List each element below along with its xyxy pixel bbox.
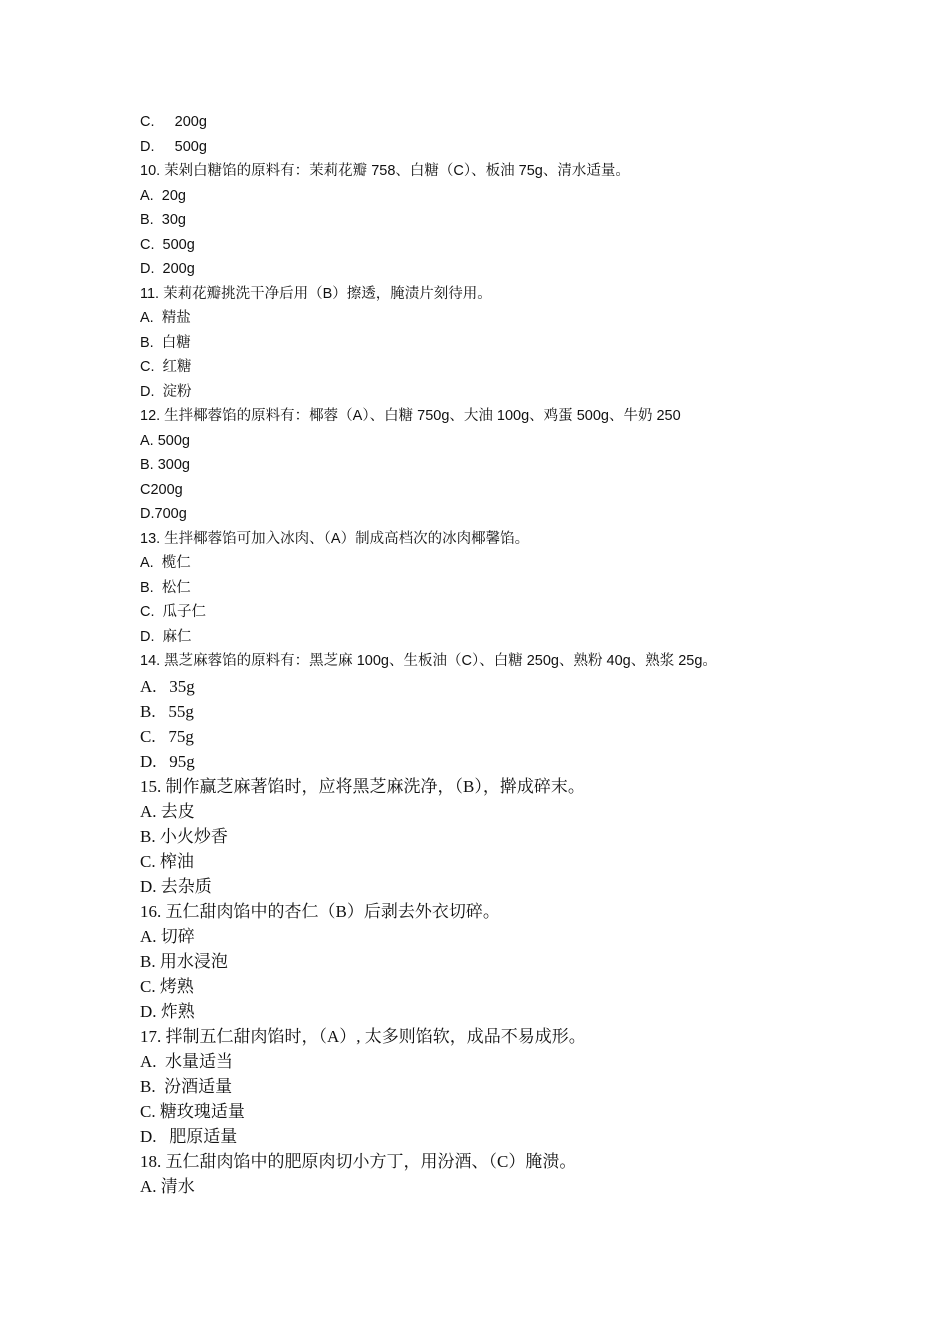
text-line: B. 汾酒适量 [140, 1076, 233, 1096]
text-line: 11. 茉莉花瓣挑洗干净后用（B）擦透，腌渍片刻待用。 [140, 285, 492, 302]
text-line: C200g [140, 481, 183, 498]
text-line: C. 瓜子仁 [140, 604, 207, 620]
text-line: D. 去杂质 [140, 876, 212, 896]
text-line: 18. 五仁甜肉馅中的肥原肉切小方丁，用汾酒、（C）腌溃。 [140, 1151, 577, 1171]
text-line: D.700g [140, 506, 187, 522]
text-line: B. 55g [140, 701, 194, 721]
text-line: B. 30g [140, 212, 186, 228]
text-line: C. 红糖 [140, 359, 192, 375]
text-line: 17. 拌制五仁甜肉馅时，（A）, 太多则馅软，成品不易成形。 [140, 1026, 586, 1046]
text-line: A. 精盐 [140, 310, 191, 326]
text-line: A. 榄仁 [140, 555, 191, 571]
text-line: B. 小火炒香 [140, 826, 228, 846]
text-line: C. 榨油 [140, 851, 194, 871]
text-line: 16. 五仁甜肉馅中的杏仁（B）后剥去外衣切碎。 [140, 901, 500, 921]
text-line: C. 糖玫瑰适量 [140, 1101, 245, 1121]
text-line: B. 松仁 [140, 579, 191, 596]
text-line: A. 水量适当 [140, 1051, 234, 1071]
text-line: A. 切碎 [140, 926, 195, 946]
text-line: 10. 茉剁白糖馅的原料有：茉莉花瓣 758、白糖（C）、板油 75g、清水适量。 [140, 163, 630, 179]
text-line: D. 200g [140, 261, 195, 277]
text-line: A. 20g [140, 187, 186, 204]
text-line: B. 用水浸泡 [140, 951, 228, 971]
text-line: 12. 生拌椰蓉馅的原料有：椰蓉（A）、白糖 750g、大油 100g、鸡蛋 500g、牛奶 250 [140, 408, 681, 424]
document-page [140, 110, 900, 1199]
text-line: D. 肥原适量 [140, 1126, 238, 1146]
text-line: A. 35g [140, 676, 195, 696]
text-line: B. 300g [140, 457, 190, 473]
text-line: A. 500g [140, 432, 190, 449]
text-line: C. 200g [140, 114, 207, 130]
text-line: A. 清水 [140, 1176, 195, 1196]
text-line: 15. 制作赢芝麻著馅时，应将黑芝麻洗净，（B），擀成碎末。 [140, 776, 585, 796]
text-line: D. 麻仁 [140, 628, 192, 645]
text-line: D. 淀粉 [140, 383, 192, 400]
text-line: C. 烤熟 [140, 976, 194, 996]
text-line: B. 白糖 [140, 334, 191, 351]
text-line: D. 炸熟 [140, 1001, 195, 1021]
text-line: 13. 生拌椰蓉馅可加入冰肉、（A）制成高档次的冰肉椰馨馅。 [140, 530, 530, 547]
text-line: A. 去皮 [140, 801, 195, 821]
text-line: C. 75g [140, 726, 194, 746]
text-line: D. 500g [140, 138, 207, 155]
text-line: D. 95g [140, 751, 195, 771]
text-line: 14. 黑芝麻蓉馅的原料有：黑芝麻 100g、生板油（C）、白糖 250g、熟粉 40g、熟浆 25g。 [140, 653, 717, 669]
text-line: C. 500g [140, 236, 195, 253]
